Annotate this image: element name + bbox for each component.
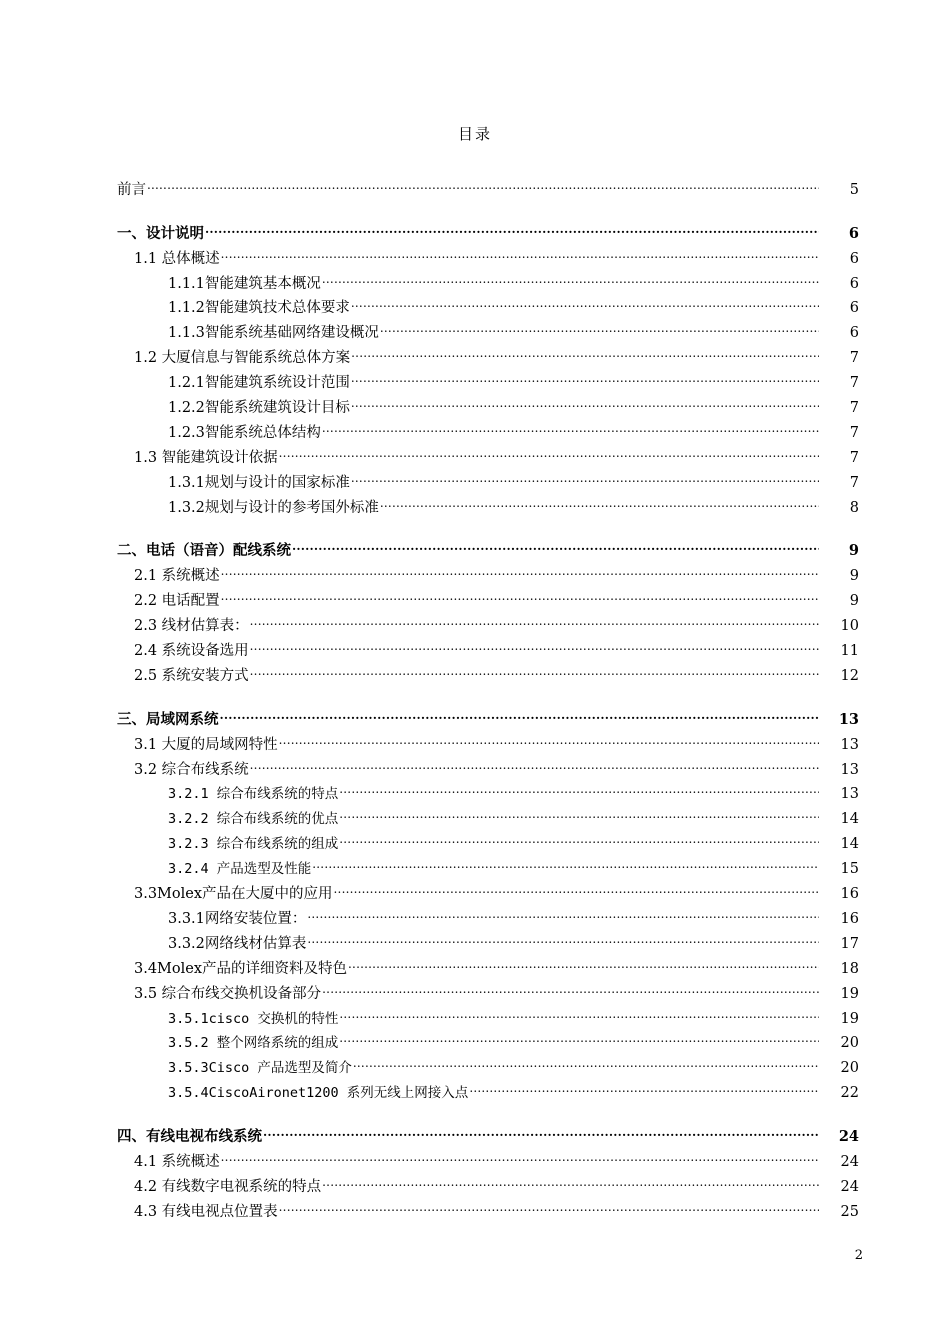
page-title: 目录 <box>457 125 492 143</box>
toc-entry-page: 24 <box>838 1128 859 1146</box>
toc-leader-dots <box>279 437 819 462</box>
toc-entry[interactable] <box>117 213 859 242</box>
toc-entry-label: 3.3Molex产品在大厦中的应用 <box>134 886 333 903</box>
toc-leader-dots <box>339 823 819 848</box>
toc-entry-page: 7 <box>849 400 859 417</box>
toc-leader-dots <box>250 655 819 680</box>
toc-entry-label: 4.1 系统概述 <box>134 1153 220 1170</box>
toc-leader-dots <box>351 462 819 487</box>
toc-entry-label: 1.2 大厦信息与智能系统总体方案 <box>134 350 351 367</box>
toc-entry-page: 6 <box>849 275 859 292</box>
toc-entry-page: 9 <box>849 568 859 585</box>
toc-entry-label: 3.5.4CiscoAironet1200 系列无线上网接入点 <box>168 1085 469 1102</box>
toc-entry[interactable] <box>117 263 859 292</box>
toc-entry-page: 25 <box>840 1203 859 1220</box>
toc-entry-page: 20 <box>840 1060 859 1077</box>
toc-entry-page: 24 <box>840 1178 859 1195</box>
toc-entry-page: 22 <box>840 1085 859 1102</box>
toc-leader-dots <box>380 312 819 337</box>
toc-entry-label: 1.1.1智能建筑基本概况 <box>168 275 321 292</box>
toc-entry-page: 14 <box>840 836 859 853</box>
toc-leader-dots <box>279 724 819 749</box>
toc-leader-dots <box>351 387 819 412</box>
toc-leader-dots <box>221 580 819 605</box>
toc-entry-page: 7 <box>849 375 859 392</box>
toc-entry-label: 3.1 大厦的局域网特性 <box>134 736 278 753</box>
toc-entry-page: 7 <box>849 449 859 466</box>
toc-entry-page: 8 <box>849 499 859 516</box>
toc-entry-page: 6 <box>849 250 859 267</box>
toc-leader-dots <box>348 948 819 973</box>
toc-leader-dots <box>339 798 819 823</box>
toc-entry-label: 1.3 智能建筑设计依据 <box>134 449 278 466</box>
toc-leader-dots <box>312 848 819 873</box>
toc-leader-dots <box>339 998 819 1023</box>
toc-entry-page: 13 <box>838 710 859 728</box>
toc-leader-dots <box>220 699 820 724</box>
toc-entry[interactable] <box>117 1166 859 1195</box>
toc-leader-dots <box>322 263 819 288</box>
toc-entry-page: 6 <box>849 325 859 342</box>
toc-entry-label: 三、局域网系统 <box>117 710 219 728</box>
toc-entry-label: 1.1.3智能系统基础网络建设概况 <box>168 325 379 342</box>
toc-entry-page: 16 <box>840 886 859 903</box>
toc-entry-label: 1.2.3智能系统总体结构 <box>168 424 321 441</box>
toc-entry-label: 3.2.4 产品选型及性能 <box>168 861 312 878</box>
toc-leader-dots <box>250 630 819 655</box>
toc-entry-page: 9 <box>849 593 859 610</box>
toc-entry[interactable] <box>117 1116 859 1146</box>
toc-entry-label: 3.3.1网络安装位置： <box>168 910 307 927</box>
toc-leader-dots <box>380 487 819 512</box>
toc-leader-dots <box>147 169 819 194</box>
toc-entry-page: 16 <box>840 910 859 927</box>
table-of-contents <box>117 169 859 1220</box>
toc-entry-label: 1.2.2智能系统建筑设计目标 <box>168 400 350 417</box>
toc-entry-page: 15 <box>840 861 859 878</box>
toc-entry-label: 1.3.1规划与设计的国家标准 <box>168 474 350 491</box>
toc-entry-page: 13 <box>840 786 859 803</box>
toc-leader-dots <box>205 213 819 238</box>
toc-entry[interactable] <box>117 605 859 635</box>
toc-entry-label: 1.3.2规划与设计的参考国外标准 <box>168 499 379 516</box>
toc-entry-page: 7 <box>849 350 859 367</box>
toc-leader-dots <box>351 288 819 313</box>
toc-entry[interactable] <box>117 699 859 728</box>
toc-entry-page: 7 <box>849 474 859 491</box>
toc-entry-label: 2.3 线材估算表： <box>134 618 249 635</box>
toc-entry[interactable] <box>117 555 859 585</box>
toc-entry-label: 1.1 总体概述 <box>134 250 220 267</box>
toc-entry-page: 5 <box>849 181 859 198</box>
toc-entry-label: 前言 <box>117 181 146 198</box>
toc-entry[interactable] <box>117 238 859 267</box>
toc-leader-dots <box>322 973 819 998</box>
toc-entry-label: 3.5 综合布线交换机设备部分 <box>134 985 322 1002</box>
toc-entry-label: 3.4Molex产品的详细资料及特色 <box>134 960 348 977</box>
toc-leader-dots <box>250 605 819 630</box>
toc-leader-dots <box>292 531 819 556</box>
toc-leader-dots <box>469 1072 819 1097</box>
toc-leader-dots <box>351 362 819 387</box>
toc-entry-page: 19 <box>840 985 859 1002</box>
toc-entry-label: 四、有线电视布线系统 <box>117 1128 262 1146</box>
toc-leader-dots <box>307 923 819 948</box>
toc-entry-page: 24 <box>840 1153 859 1170</box>
toc-entry-label: 一、设计说明 <box>117 224 204 242</box>
toc-leader-dots <box>322 1166 819 1191</box>
toc-entry-label: 4.3 有线电视点位置表 <box>134 1203 278 1220</box>
toc-leader-dots <box>221 238 819 263</box>
toc-entry-page: 12 <box>840 667 859 684</box>
toc-entry-label: 1.1.2智能建筑技术总体要求 <box>168 300 350 317</box>
toc-entry[interactable] <box>117 724 859 753</box>
toc-leader-dots <box>279 1191 819 1216</box>
page-number: 2 <box>854 1248 863 1263</box>
toc-leader-dots <box>339 1023 819 1048</box>
toc-leader-dots <box>334 873 819 898</box>
toc-leader-dots <box>250 749 819 774</box>
toc-leader-dots <box>353 1047 819 1072</box>
toc-entry-page: 19 <box>840 1010 859 1027</box>
toc-entry-label: 2.1 系统概述 <box>134 568 220 585</box>
toc-leader-dots <box>307 898 819 923</box>
toc-entry-label: 3.5.1cisco 交换机的特性 <box>168 1010 339 1027</box>
toc-entry-page: 13 <box>840 761 859 778</box>
toc-entry-label: 3.3.2网络线材估算表 <box>168 935 307 952</box>
toc-entry-page: 7 <box>849 424 859 441</box>
toc-entry-page: 10 <box>840 618 859 635</box>
toc-entry-label: 3.5.2 整个网络系统的组成 <box>168 1035 339 1052</box>
toc-entry-label: 2.2 电话配置 <box>134 593 220 610</box>
toc-entry-label: 3.2.2 综合布线系统的优点 <box>168 811 339 828</box>
toc-leader-dots <box>351 337 819 362</box>
toc-entry-page: 18 <box>840 960 859 977</box>
toc-entry-page: 9 <box>848 542 859 560</box>
toc-entry-label: 2.4 系统设备选用 <box>134 643 249 660</box>
toc-leader-dots <box>263 1116 819 1141</box>
toc-entry-label: 3.2.1 综合布线系统的特点 <box>168 786 339 803</box>
toc-leader-dots <box>221 1141 819 1166</box>
toc-entry-page: 20 <box>840 1035 859 1052</box>
toc-entry[interactable] <box>117 531 859 560</box>
toc-entry-page: 11 <box>840 643 859 660</box>
toc-entry-page: 6 <box>848 224 859 242</box>
toc-entry-label: 3.2.3 综合布线系统的组成 <box>168 836 339 853</box>
toc-entry-label: 4.2 有线数字电视系统的特点 <box>134 1178 322 1195</box>
toc-entry-page: 13 <box>840 736 859 753</box>
toc-entry[interactable] <box>117 1141 859 1170</box>
toc-leader-dots <box>322 412 819 437</box>
toc-entry-label: 1.2.1智能建筑系统设计范围 <box>168 375 350 392</box>
toc-entry-page: 17 <box>840 935 859 952</box>
toc-entry-label: 2.5 系统安装方式 <box>134 667 249 684</box>
toc-entry-page: 6 <box>849 300 859 317</box>
toc-entry[interactable] <box>117 580 859 610</box>
toc-entry-label: 二、电话（语音）配线系统 <box>117 542 291 560</box>
toc-entry-label: 3.2 综合布线系统 <box>134 761 249 778</box>
toc-leader-dots <box>221 555 819 580</box>
toc-entry[interactable] <box>117 169 859 198</box>
toc-entry-page: 14 <box>840 811 859 828</box>
toc-entry-label: 3.5.3Cisco 产品选型及简介 <box>168 1060 352 1077</box>
toc-leader-dots <box>339 774 819 799</box>
